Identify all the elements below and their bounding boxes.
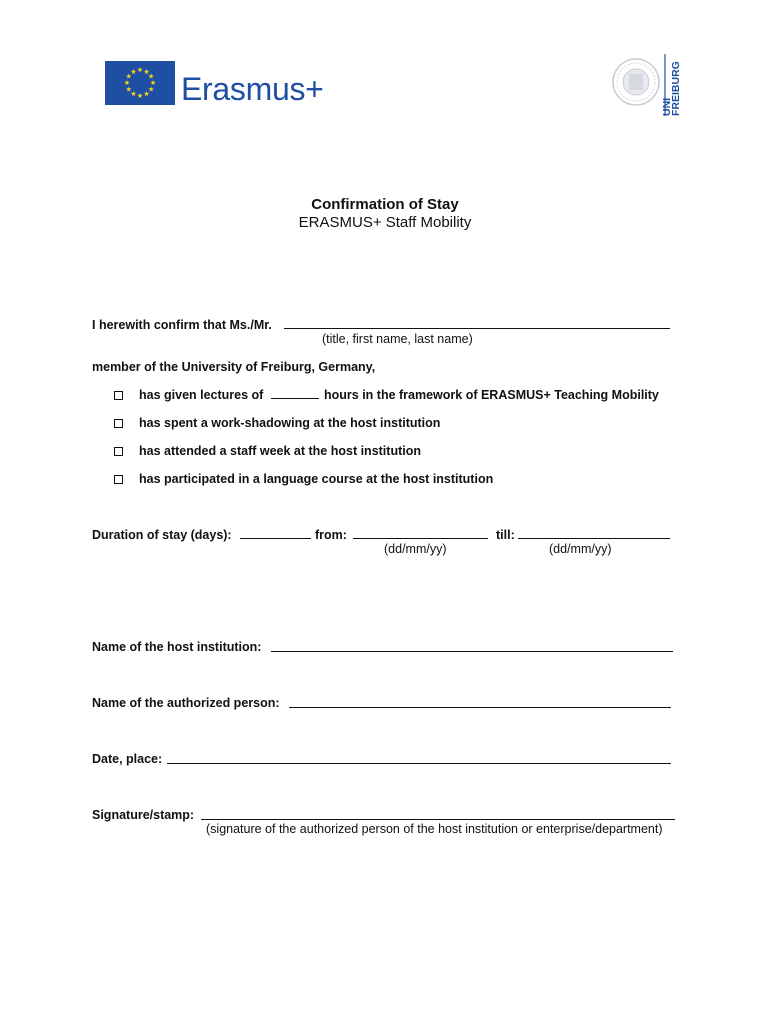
svg-text:★: ★ (130, 90, 137, 99)
checkbox-staff-week[interactable] (114, 447, 123, 456)
name-field-hint: (title, first name, last name) (322, 332, 473, 346)
eu-stars-icon (105, 61, 175, 105)
duration-days-field[interactable] (240, 538, 311, 539)
from-label: from: (315, 528, 347, 542)
svg-text:★: ★ (136, 66, 144, 74)
till-date-field[interactable] (518, 538, 670, 539)
checkbox-lectures[interactable] (114, 391, 123, 400)
document-title: Confirmation of Stay (311, 196, 459, 213)
option-staff-week: has attended a staff week at the host institution (139, 444, 421, 458)
confirm-label: I herewith confirm that Ms./Mr. (92, 318, 272, 332)
option-work-shadowing: has spent a work-shadowing at the host institution (139, 416, 441, 430)
checkbox-language-course[interactable] (114, 475, 123, 484)
svg-text:UNI: UNI (661, 97, 673, 116)
svg-text:FREIBURG: FREIBURG (670, 61, 682, 116)
signature-label: Signature/stamp: (92, 808, 195, 822)
university-seal-logo (612, 44, 680, 120)
authorized-person-label: Name of the authorized person: (92, 696, 280, 710)
svg-text:★: ★ (130, 67, 137, 76)
erasmus-logo-text: Erasmus+ (181, 71, 324, 107)
host-institution-label: Name of the host institution: (92, 640, 262, 654)
date-place-field[interactable] (167, 763, 671, 764)
host-institution-field[interactable] (271, 651, 673, 652)
document-subtitle: ERASMUS+ Staff Mobility (298, 214, 472, 231)
option-lectures-before: has given lectures of (139, 388, 264, 402)
svg-text:★: ★ (136, 92, 144, 100)
date-place-label: Date, place: (92, 752, 163, 766)
option-language-course: has participated in a language course at the host institution (139, 472, 494, 486)
lecture-hours-field[interactable] (271, 398, 319, 399)
till-date-hint: (dd/mm/yy) (549, 542, 612, 556)
duration-label: Duration of stay (days): (92, 528, 232, 542)
name-field[interactable] (284, 328, 670, 329)
authorized-person-field[interactable] (289, 707, 671, 708)
svg-text:★: ★ (125, 85, 132, 94)
option-lectures-after: hours in the framework of ERASMUS+ Teaching Mobility (324, 388, 659, 402)
svg-text:★: ★ (143, 90, 150, 99)
svg-text:★: ★ (143, 67, 150, 76)
from-date-hint: (dd/mm/yy) (384, 542, 447, 556)
checkbox-work-shadowing[interactable] (114, 419, 123, 428)
svg-text:★: ★ (148, 85, 155, 94)
eu-flag-logo (105, 61, 175, 105)
signature-hint: (signature of the authorized person of the host institution or enterprise/department) (206, 822, 663, 836)
signature-field[interactable] (201, 819, 675, 820)
member-line: member of the University of Freiburg, Germany, (92, 360, 376, 374)
till-label: till: (496, 528, 515, 542)
from-date-field[interactable] (353, 538, 488, 539)
svg-text:★: ★ (125, 72, 132, 81)
svg-text:★: ★ (148, 72, 155, 81)
svg-text:★: ★ (149, 79, 157, 87)
svg-text:★: ★ (123, 79, 131, 87)
